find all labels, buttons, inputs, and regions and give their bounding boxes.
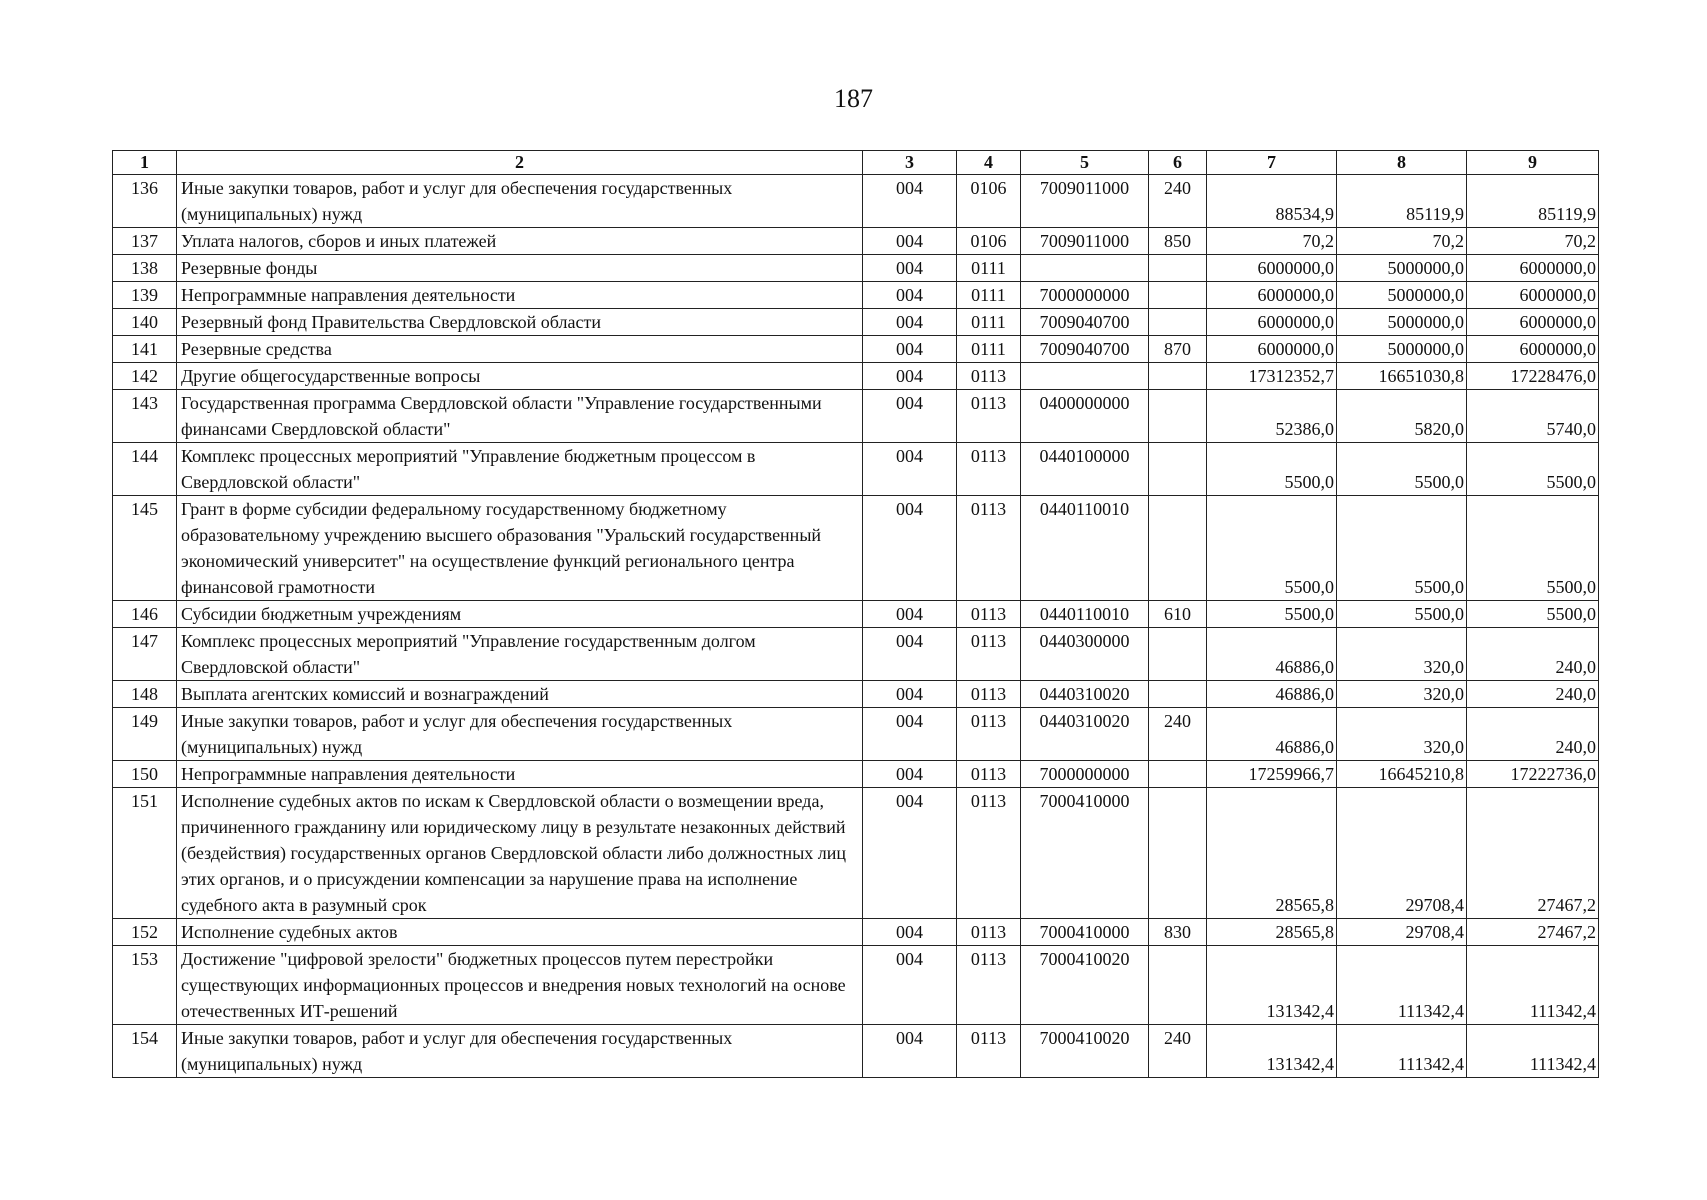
col-3-code: 004 xyxy=(863,282,957,309)
col-8-value: 320,0 xyxy=(1337,708,1467,761)
col-8-value: 5500,0 xyxy=(1337,496,1467,601)
row-name: Комплекс процессных мероприятий "Управление государственным долгом Свердловской области" xyxy=(177,628,863,681)
row-number: 138 xyxy=(113,255,177,282)
col-3-code: 004 xyxy=(863,919,957,946)
col-6-code xyxy=(1149,255,1207,282)
col-7-value: 6000000,0 xyxy=(1207,336,1337,363)
col-7-value: 131342,4 xyxy=(1207,1025,1337,1078)
table-row xyxy=(113,1025,1599,1078)
col-9-value: 17222736,0 xyxy=(1467,761,1599,788)
col-9-value: 27467,2 xyxy=(1467,788,1599,919)
col-4-code: 0111 xyxy=(957,336,1021,363)
col-6-code: 240 xyxy=(1149,1025,1207,1078)
col-8-value: 5000000,0 xyxy=(1337,255,1467,282)
row-name: Исполнение судебных актов xyxy=(177,919,863,946)
row-name: Непрограммные направления деятельности xyxy=(177,282,863,309)
col-8-value: 5820,0 xyxy=(1337,390,1467,443)
col-5-code: 0440300000 xyxy=(1021,628,1149,681)
row-number: 150 xyxy=(113,761,177,788)
col-3-code: 004 xyxy=(863,601,957,628)
row-name: Уплата налогов, сборов и иных платежей xyxy=(177,228,863,255)
col-7-value: 6000000,0 xyxy=(1207,309,1337,336)
row-name: Субсидии бюджетным учреждениям xyxy=(177,601,863,628)
col-7-value: 5500,0 xyxy=(1207,443,1337,496)
col-7-value: 46886,0 xyxy=(1207,681,1337,708)
col-5-code: 0440310020 xyxy=(1021,708,1149,761)
col-4-code: 0113 xyxy=(957,946,1021,1025)
col-5-code: 7000410000 xyxy=(1021,788,1149,919)
col-4-code: 0113 xyxy=(957,390,1021,443)
col-7-value: 52386,0 xyxy=(1207,390,1337,443)
col-6-code xyxy=(1149,282,1207,309)
table-row xyxy=(113,175,1599,228)
col-8-value: 320,0 xyxy=(1337,628,1467,681)
col-3-code: 004 xyxy=(863,175,957,228)
col-6-code xyxy=(1149,496,1207,601)
col-3-code: 004 xyxy=(863,628,957,681)
col-6-code: 870 xyxy=(1149,336,1207,363)
col-6-code xyxy=(1149,681,1207,708)
row-number: 153 xyxy=(113,946,177,1025)
table-row xyxy=(113,919,1599,946)
row-number: 145 xyxy=(113,496,177,601)
col-9-value: 6000000,0 xyxy=(1467,282,1599,309)
row-number: 136 xyxy=(113,175,177,228)
col-5-code: 0400000000 xyxy=(1021,390,1149,443)
col-3-code: 004 xyxy=(863,390,957,443)
col-3-code: 004 xyxy=(863,496,957,601)
col-7-value: 46886,0 xyxy=(1207,628,1337,681)
col-4-code: 0113 xyxy=(957,919,1021,946)
col-9-value: 5740,0 xyxy=(1467,390,1599,443)
row-name: Достижение "цифровой зрелости" бюджетных процессов путем перестройки существующих информационных процессов и внедрения новых технологий на основе отечественных ИТ-решений xyxy=(177,946,863,1025)
column-header-8: 8 xyxy=(1337,151,1467,175)
col-6-code xyxy=(1149,788,1207,919)
column-header-4: 4 xyxy=(957,151,1021,175)
col-5-code: 0440110010 xyxy=(1021,601,1149,628)
col-7-value: 17312352,7 xyxy=(1207,363,1337,390)
col-6-code xyxy=(1149,390,1207,443)
col-3-code: 004 xyxy=(863,443,957,496)
col-8-value: 29708,4 xyxy=(1337,788,1467,919)
row-number: 146 xyxy=(113,601,177,628)
row-name: Исполнение судебных актов по искам к Свердловской области о возмещении вреда, причиненного гражданину или юридическому лицу в результате незаконных действий (бездействия) государственных органов Свердловской области либо должностных лиц этих органов, и о присуждении компенсации за нарушение права на исполнение судебного акта в разумный срок xyxy=(177,788,863,919)
col-9-value: 27467,2 xyxy=(1467,919,1599,946)
col-8-value: 16645210,8 xyxy=(1337,761,1467,788)
col-4-code: 0106 xyxy=(957,175,1021,228)
row-name: Иные закупки товаров, работ и услуг для обеспечения государственных (муниципальных) нужд xyxy=(177,1025,863,1078)
budget-table xyxy=(112,150,1599,1078)
col-7-value: 28565,8 xyxy=(1207,919,1337,946)
col-7-value: 88534,9 xyxy=(1207,175,1337,228)
col-3-code: 004 xyxy=(863,946,957,1025)
col-3-code: 004 xyxy=(863,708,957,761)
col-4-code: 0106 xyxy=(957,228,1021,255)
column-header-7: 7 xyxy=(1207,151,1337,175)
table-row xyxy=(113,708,1599,761)
col-6-code: 240 xyxy=(1149,708,1207,761)
table-row xyxy=(113,761,1599,788)
col-7-value: 6000000,0 xyxy=(1207,255,1337,282)
row-name: Резервные фонды xyxy=(177,255,863,282)
table-body xyxy=(113,175,1599,1078)
col-9-value: 111342,4 xyxy=(1467,946,1599,1025)
col-8-value: 5500,0 xyxy=(1337,601,1467,628)
col-6-code xyxy=(1149,363,1207,390)
col-9-value: 240,0 xyxy=(1467,628,1599,681)
col-4-code: 0111 xyxy=(957,255,1021,282)
table-row xyxy=(113,681,1599,708)
col-3-code: 004 xyxy=(863,1025,957,1078)
col-4-code: 0113 xyxy=(957,628,1021,681)
col-7-value: 6000000,0 xyxy=(1207,282,1337,309)
col-6-code xyxy=(1149,628,1207,681)
col-5-code: 7000410020 xyxy=(1021,1025,1149,1078)
col-6-code: 610 xyxy=(1149,601,1207,628)
table-row xyxy=(113,363,1599,390)
row-number: 142 xyxy=(113,363,177,390)
col-9-value: 5500,0 xyxy=(1467,443,1599,496)
col-5-code: 7000000000 xyxy=(1021,761,1149,788)
row-name: Резервный фонд Правительства Свердловской области xyxy=(177,309,863,336)
table-row xyxy=(113,496,1599,601)
row-number: 154 xyxy=(113,1025,177,1078)
table-row xyxy=(113,946,1599,1025)
col-3-code: 004 xyxy=(863,255,957,282)
col-7-value: 70,2 xyxy=(1207,228,1337,255)
col-4-code: 0113 xyxy=(957,496,1021,601)
table-row xyxy=(113,255,1599,282)
col-8-value: 320,0 xyxy=(1337,681,1467,708)
col-5-code: 0440100000 xyxy=(1021,443,1149,496)
table-row xyxy=(113,788,1599,919)
col-9-value: 240,0 xyxy=(1467,708,1599,761)
col-8-value: 85119,9 xyxy=(1337,175,1467,228)
column-header-1: 1 xyxy=(113,151,177,175)
col-6-code xyxy=(1149,443,1207,496)
col-9-value: 5500,0 xyxy=(1467,496,1599,601)
row-number: 141 xyxy=(113,336,177,363)
col-4-code: 0111 xyxy=(957,282,1021,309)
col-6-code xyxy=(1149,309,1207,336)
col-4-code: 0113 xyxy=(957,601,1021,628)
col-3-code: 004 xyxy=(863,228,957,255)
table-row xyxy=(113,390,1599,443)
table-row xyxy=(113,309,1599,336)
column-header-3: 3 xyxy=(863,151,957,175)
row-number: 137 xyxy=(113,228,177,255)
table-row xyxy=(113,282,1599,309)
row-name: Выплата агентских комиссий и вознаграждений xyxy=(177,681,863,708)
column-header-5: 5 xyxy=(1021,151,1149,175)
col-8-value: 70,2 xyxy=(1337,228,1467,255)
row-name: Комплекс процессных мероприятий "Управление бюджетным процессом в Свердловской области" xyxy=(177,443,863,496)
col-5-code: 7009040700 xyxy=(1021,336,1149,363)
col-3-code: 004 xyxy=(863,761,957,788)
col-9-value: 6000000,0 xyxy=(1467,255,1599,282)
page-number: 187 xyxy=(834,84,873,113)
col-9-value: 85119,9 xyxy=(1467,175,1599,228)
col-4-code: 0111 xyxy=(957,309,1021,336)
col-9-value: 70,2 xyxy=(1467,228,1599,255)
col-3-code: 004 xyxy=(863,336,957,363)
header-row xyxy=(113,151,1599,175)
row-number: 148 xyxy=(113,681,177,708)
table-row xyxy=(113,228,1599,255)
col-8-value: 111342,4 xyxy=(1337,946,1467,1025)
col-3-code: 004 xyxy=(863,363,957,390)
col-4-code: 0113 xyxy=(957,443,1021,496)
row-number: 140 xyxy=(113,309,177,336)
row-name: Грант в форме субсидии федеральному государственному бюджетному образовательному учреждению высшего образования "Уральский государственный экономический университет" на осуществление функций регионального центра финансовой грамотности xyxy=(177,496,863,601)
col-9-value: 6000000,0 xyxy=(1467,336,1599,363)
row-name: Иные закупки товаров, работ и услуг для обеспечения государственных (муниципальных) нужд xyxy=(177,175,863,228)
col-7-value: 17259966,7 xyxy=(1207,761,1337,788)
table-row xyxy=(113,601,1599,628)
col-5-code xyxy=(1021,255,1149,282)
col-6-code: 830 xyxy=(1149,919,1207,946)
row-number: 139 xyxy=(113,282,177,309)
column-header-6: 6 xyxy=(1149,151,1207,175)
col-4-code: 0113 xyxy=(957,363,1021,390)
row-name: Непрограммные направления деятельности xyxy=(177,761,863,788)
col-5-code: 7000410000 xyxy=(1021,919,1149,946)
col-9-value: 111342,4 xyxy=(1467,1025,1599,1078)
col-5-code: 7000410020 xyxy=(1021,946,1149,1025)
col-8-value: 111342,4 xyxy=(1337,1025,1467,1078)
col-7-value: 131342,4 xyxy=(1207,946,1337,1025)
col-5-code: 0440110010 xyxy=(1021,496,1149,601)
col-5-code: 7009011000 xyxy=(1021,175,1149,228)
column-header-9: 9 xyxy=(1467,151,1599,175)
col-3-code: 004 xyxy=(863,681,957,708)
col-9-value: 6000000,0 xyxy=(1467,309,1599,336)
row-name: Другие общегосударственные вопросы xyxy=(177,363,863,390)
col-3-code: 004 xyxy=(863,788,957,919)
col-7-value: 46886,0 xyxy=(1207,708,1337,761)
col-6-code: 850 xyxy=(1149,228,1207,255)
col-9-value: 5500,0 xyxy=(1467,601,1599,628)
table-row xyxy=(113,628,1599,681)
col-8-value: 5000000,0 xyxy=(1337,309,1467,336)
row-number: 144 xyxy=(113,443,177,496)
col-8-value: 16651030,8 xyxy=(1337,363,1467,390)
col-8-value: 5000000,0 xyxy=(1337,336,1467,363)
col-5-code: 0440310020 xyxy=(1021,681,1149,708)
row-number: 147 xyxy=(113,628,177,681)
col-8-value: 5000000,0 xyxy=(1337,282,1467,309)
col-5-code: 7009040700 xyxy=(1021,309,1149,336)
col-7-value: 28565,8 xyxy=(1207,788,1337,919)
row-number: 152 xyxy=(113,919,177,946)
col-7-value: 5500,0 xyxy=(1207,496,1337,601)
row-number: 143 xyxy=(113,390,177,443)
col-6-code: 240 xyxy=(1149,175,1207,228)
col-5-code: 7000000000 xyxy=(1021,282,1149,309)
row-number: 149 xyxy=(113,708,177,761)
col-7-value: 5500,0 xyxy=(1207,601,1337,628)
col-9-value: 17228476,0 xyxy=(1467,363,1599,390)
col-3-code: 004 xyxy=(863,309,957,336)
col-5-code: 7009011000 xyxy=(1021,228,1149,255)
row-name: Государственная программа Свердловской области "Управление государственными финансами Свердловской области" xyxy=(177,390,863,443)
row-name: Резервные средства xyxy=(177,336,863,363)
col-4-code: 0113 xyxy=(957,708,1021,761)
col-5-code xyxy=(1021,363,1149,390)
col-9-value: 240,0 xyxy=(1467,681,1599,708)
row-number: 151 xyxy=(113,788,177,919)
table-row xyxy=(113,443,1599,496)
col-6-code xyxy=(1149,946,1207,1025)
table-row xyxy=(113,336,1599,363)
col-6-code xyxy=(1149,761,1207,788)
column-header-2: 2 xyxy=(177,151,863,175)
col-8-value: 5500,0 xyxy=(1337,443,1467,496)
col-4-code: 0113 xyxy=(957,788,1021,919)
col-8-value: 29708,4 xyxy=(1337,919,1467,946)
col-4-code: 0113 xyxy=(957,681,1021,708)
col-4-code: 0113 xyxy=(957,761,1021,788)
col-4-code: 0113 xyxy=(957,1025,1021,1078)
row-name: Иные закупки товаров, работ и услуг для обеспечения государственных (муниципальных) нужд xyxy=(177,708,863,761)
